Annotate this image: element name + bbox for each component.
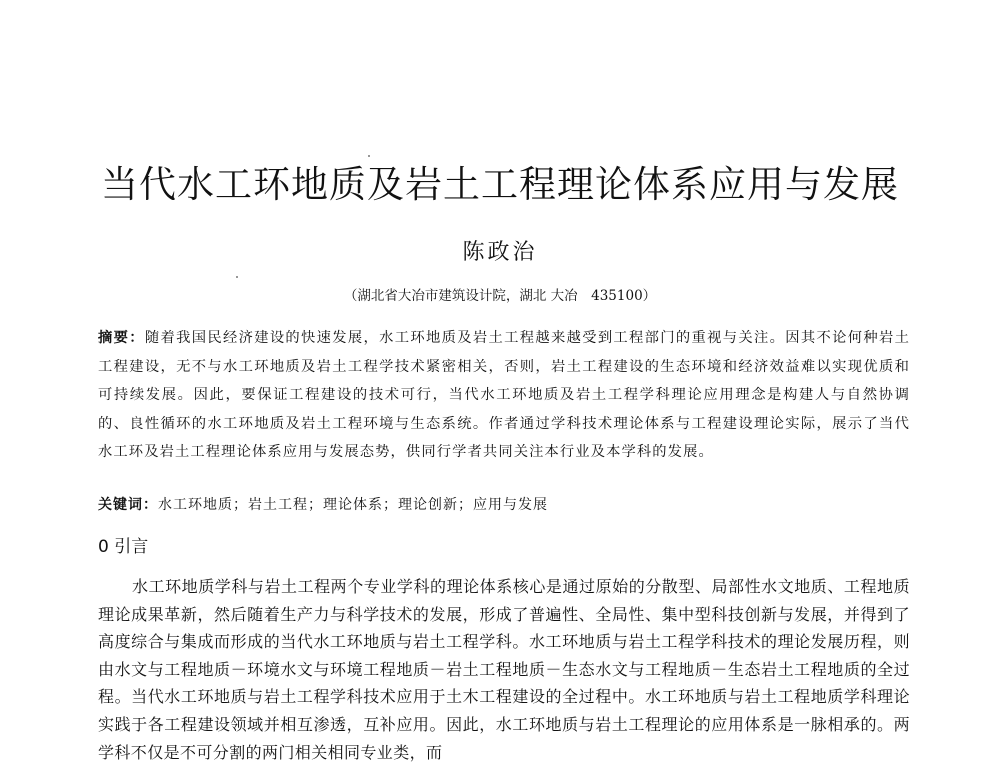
scan-speck	[236, 276, 238, 278]
author-affiliation: （湖北省大冶市建筑设计院，湖北 大冶 435100）	[343, 288, 657, 304]
abstract-label: 摘要：	[98, 330, 145, 346]
abstract	[98, 324, 910, 467]
keywords	[98, 493, 910, 517]
keywords-label: 关键词：	[98, 497, 158, 513]
scan-speck	[368, 155, 370, 157]
keywords-text: 水工环地质；岩土工程；理论体系；理论创新；应用与发展	[158, 497, 548, 513]
author-name: 陈政治	[462, 240, 538, 265]
abstract-text: 随着我国民经济建设的快速发展，水工环地质及岩土工程越来越受到工程部门的重视与关注。因其不论何种岩土工程建设，无不与水工环地质及岩土工程学技术紧密相关，否则，岩土工程建设的生态环境和经济效益难以实现优质和可持续发展。因此，要保证工程建设的技术可行，当代水工环地质及岩土工程学科理论应用理念是构建人与自然协调的、良性循环的水工环地质及岩土工程环境与生态系统。作者通过学科技术理论体系与工程建设理论实际，展示了当代水工环及岩土工程理论体系应用与发展态势，供同行学者共同关注本行业及本学科的发展。	[98, 330, 910, 460]
paper-title: 当代水工环地质及岩土工程理论体系应用与发展	[101, 163, 899, 206]
introduction-paragraph: 水工环地质学科与岩土工程两个专业学科的理论体系核心是通过原始的分散型、局部性水文地质、工程地质理论成果革新，然后随着生产力与科学技术的发展，形成了普遍性、全局性、集中型科技创新与发展，并得到了高度综合与集成而形成的当代水工环地质与岩土工程学科。水工环地质与岩土工程学科技术的理论发展历程，则由水文与工程地质－环境水文与环境工程地质－岩土工程地质－生态水文与工程地质－生态岩土工程地质的全过程。当代水工环地质与岩土工程学科技术应用于土木工程建设的全过程中。水工环地质与岩土工程地质学科理论实践于各工程建设领域并相互渗透，互补应用。因此，水工环地质与岩土工程理论的应用体系是一脉相承的。两学科不仅是不可分割的两门相关相同专业类，而	[98, 577, 910, 762]
section-heading-introduction: 0 引言	[98, 537, 149, 557]
